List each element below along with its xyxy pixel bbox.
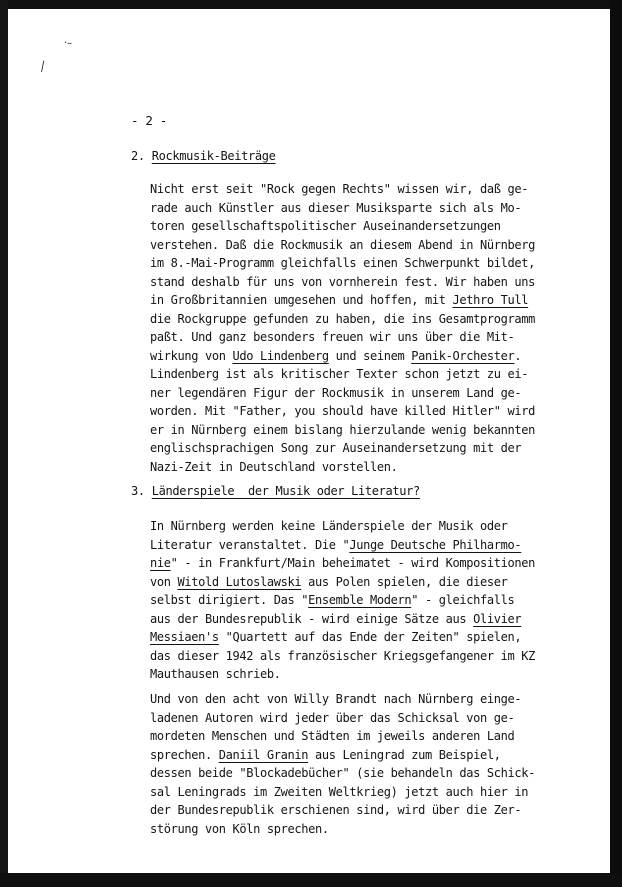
underlined-name: Olivier — [473, 611, 522, 626]
text-segment: Nicht erst seit "Rock gegen Rechts" wissen wir, daß ge- — [150, 182, 529, 196]
text-line — [150, 709, 535, 728]
underlined-name: Messiaen's — [150, 630, 219, 644]
text-line — [150, 573, 535, 592]
section-number: 2. — [131, 149, 145, 163]
scan-border-bottom — [0, 873, 622, 887]
text-segment: In Nürnberg werden keine Länderspiele der Musik oder — [150, 519, 508, 533]
text-line — [150, 254, 535, 273]
text-segment: selbst dirigiert. Das " — [150, 593, 309, 607]
text-line — [150, 610, 535, 629]
text-line — [150, 421, 535, 440]
text-segment: paßt. Und ganz besonders freuen wir uns über die Mit- — [150, 330, 515, 344]
paragraph-autoren — [150, 690, 535, 838]
text-segment: sprechen. — [150, 747, 219, 762]
text-segment: er in Nürnberg einem bislang hierzulande wenig bekannten — [150, 422, 535, 437]
text-segment: "Quartett auf das Ende der Zeiten" spielen, — [218, 630, 522, 644]
text-segment: aus Leningrad zum Beispiel, — [308, 747, 501, 762]
text-line — [150, 310, 535, 329]
text-line — [150, 347, 535, 366]
text-line — [150, 365, 535, 384]
scan-speck: ⁄ — [39, 60, 47, 75]
text-line — [150, 439, 535, 458]
text-line — [150, 647, 535, 666]
section-title: Länderspiele der Musik oder Literatur? — [151, 484, 420, 498]
text-line — [150, 517, 535, 536]
text-line — [150, 690, 535, 709]
text-line — [150, 199, 535, 218]
text-segment: worden. Mit "Father, you should have killed Hitler" wird — [150, 404, 535, 418]
underlined-name: Ensemble Modern — [308, 593, 412, 607]
page-number: - 2 - — [131, 113, 167, 128]
text-segment: mordeten Menschen und Städten im jeweils anderen Land — [150, 729, 515, 743]
text-segment: rade auch Künstler aus dieser Musiksparte sich als Mo- — [150, 200, 522, 215]
paragraph-rockmusik — [150, 180, 535, 476]
text-line — [150, 628, 535, 647]
text-segment: . — [514, 348, 522, 363]
underlined-name: Witold Lutoslawski — [177, 574, 302, 589]
scan-border-right — [610, 0, 622, 887]
text-segment: " - in Frankfurt/Main beheimatet - wird Kompositionen — [170, 556, 535, 570]
text-line — [150, 180, 535, 199]
section-heading-2 — [131, 149, 276, 163]
text-line — [150, 536, 535, 555]
underlined-name: Udo Lindenberg — [232, 348, 329, 363]
section-number: 3. — [131, 484, 145, 498]
text-line — [150, 236, 535, 255]
text-line — [150, 554, 535, 573]
text-line — [150, 746, 535, 765]
text-line — [150, 591, 535, 610]
text-segment: " - gleichfalls — [411, 593, 515, 607]
text-segment: stand deshalb für uns von vornherein fest. Wir haben uns — [150, 274, 535, 289]
text-segment: ner legendären Figur der Rockmusik in unserem Land ge- — [150, 385, 522, 400]
text-segment: verstehen. Daß die Rockmusik an diesem Abend in Nürnberg — [150, 237, 535, 252]
section-heading-3 — [131, 484, 420, 498]
text-segment: aus der Bundesrepublik - wird einige Sätze aus — [150, 611, 474, 626]
section-title: Rockmusik-Beiträge — [151, 149, 276, 163]
text-line — [150, 217, 535, 236]
text-line — [150, 783, 535, 802]
text-segment: das dieser 1942 als französischer Kriegsgefangener im KZ — [150, 648, 535, 663]
text-segment: Mauthausen schrieb. — [150, 667, 281, 681]
text-segment: dessen beide "Blockadebücher" (sie behandeln das Schick- — [150, 766, 535, 780]
text-line — [150, 801, 535, 820]
text-line — [150, 328, 535, 347]
text-line — [150, 384, 535, 403]
paragraph-laenderspiele — [150, 517, 535, 684]
text-segment: sal Leningrads im Zweiten Weltkrieg) jetzt auch hier in — [150, 784, 529, 799]
text-segment: Lindenberg ist als kritischer Texter schon jetzt zu ei- — [150, 367, 529, 381]
text-line — [150, 291, 535, 310]
text-segment: der Bundesrepublik erschienen sind, wird über die Zer- — [150, 803, 522, 817]
scan-speck: ·– — [64, 38, 73, 49]
text-segment: toren gesellschaftspolitischer Auseinandersetzungen — [150, 219, 501, 233]
text-segment: die Rockgruppe gefunden zu haben, die ins Gesamtprogramm — [150, 311, 535, 326]
text-segment: störung von Köln sprechen. — [150, 821, 329, 836]
text-segment: im 8.-Mai-Programm gleichfalls einen Schwerpunkt bildet, — [150, 256, 535, 270]
text-segment: ladenen Autoren wird jeder über das Schicksal von ge- — [150, 710, 515, 725]
text-segment: Nazi-Zeit in Deutschland vorstellen. — [150, 459, 398, 474]
text-line — [150, 458, 535, 477]
underlined-name: Junge Deutsche Philharmo- — [349, 537, 522, 552]
text-segment: aus Polen spielen, die dieser — [301, 574, 508, 589]
text-segment: Und von den acht von Willy Brandt nach Nürnberg einge- — [150, 692, 522, 706]
text-line — [150, 727, 535, 746]
text-segment: wirkung von — [150, 348, 233, 363]
underlined-name: Jethro Tull — [452, 293, 529, 307]
scan-border-top — [0, 0, 622, 9]
text-segment: in Großbritannien umgesehen und hoffen, mit — [150, 293, 453, 307]
text-segment: von — [150, 574, 178, 589]
text-segment: und seinem — [328, 348, 412, 363]
underlined-name: Daniil Granin — [218, 747, 309, 762]
underlined-name: Panik-Orchester — [411, 348, 515, 363]
underlined-name: nie — [150, 556, 171, 570]
text-segment: Literatur veranstaltet. Die " — [150, 537, 350, 552]
text-line — [150, 820, 535, 839]
text-segment: englischsprachigen Song zur Auseinandersetzung mit der — [150, 441, 522, 455]
text-line — [150, 402, 535, 421]
scan-border-left — [0, 0, 8, 887]
text-line — [150, 273, 535, 292]
text-line — [150, 665, 535, 684]
text-line — [150, 764, 535, 783]
